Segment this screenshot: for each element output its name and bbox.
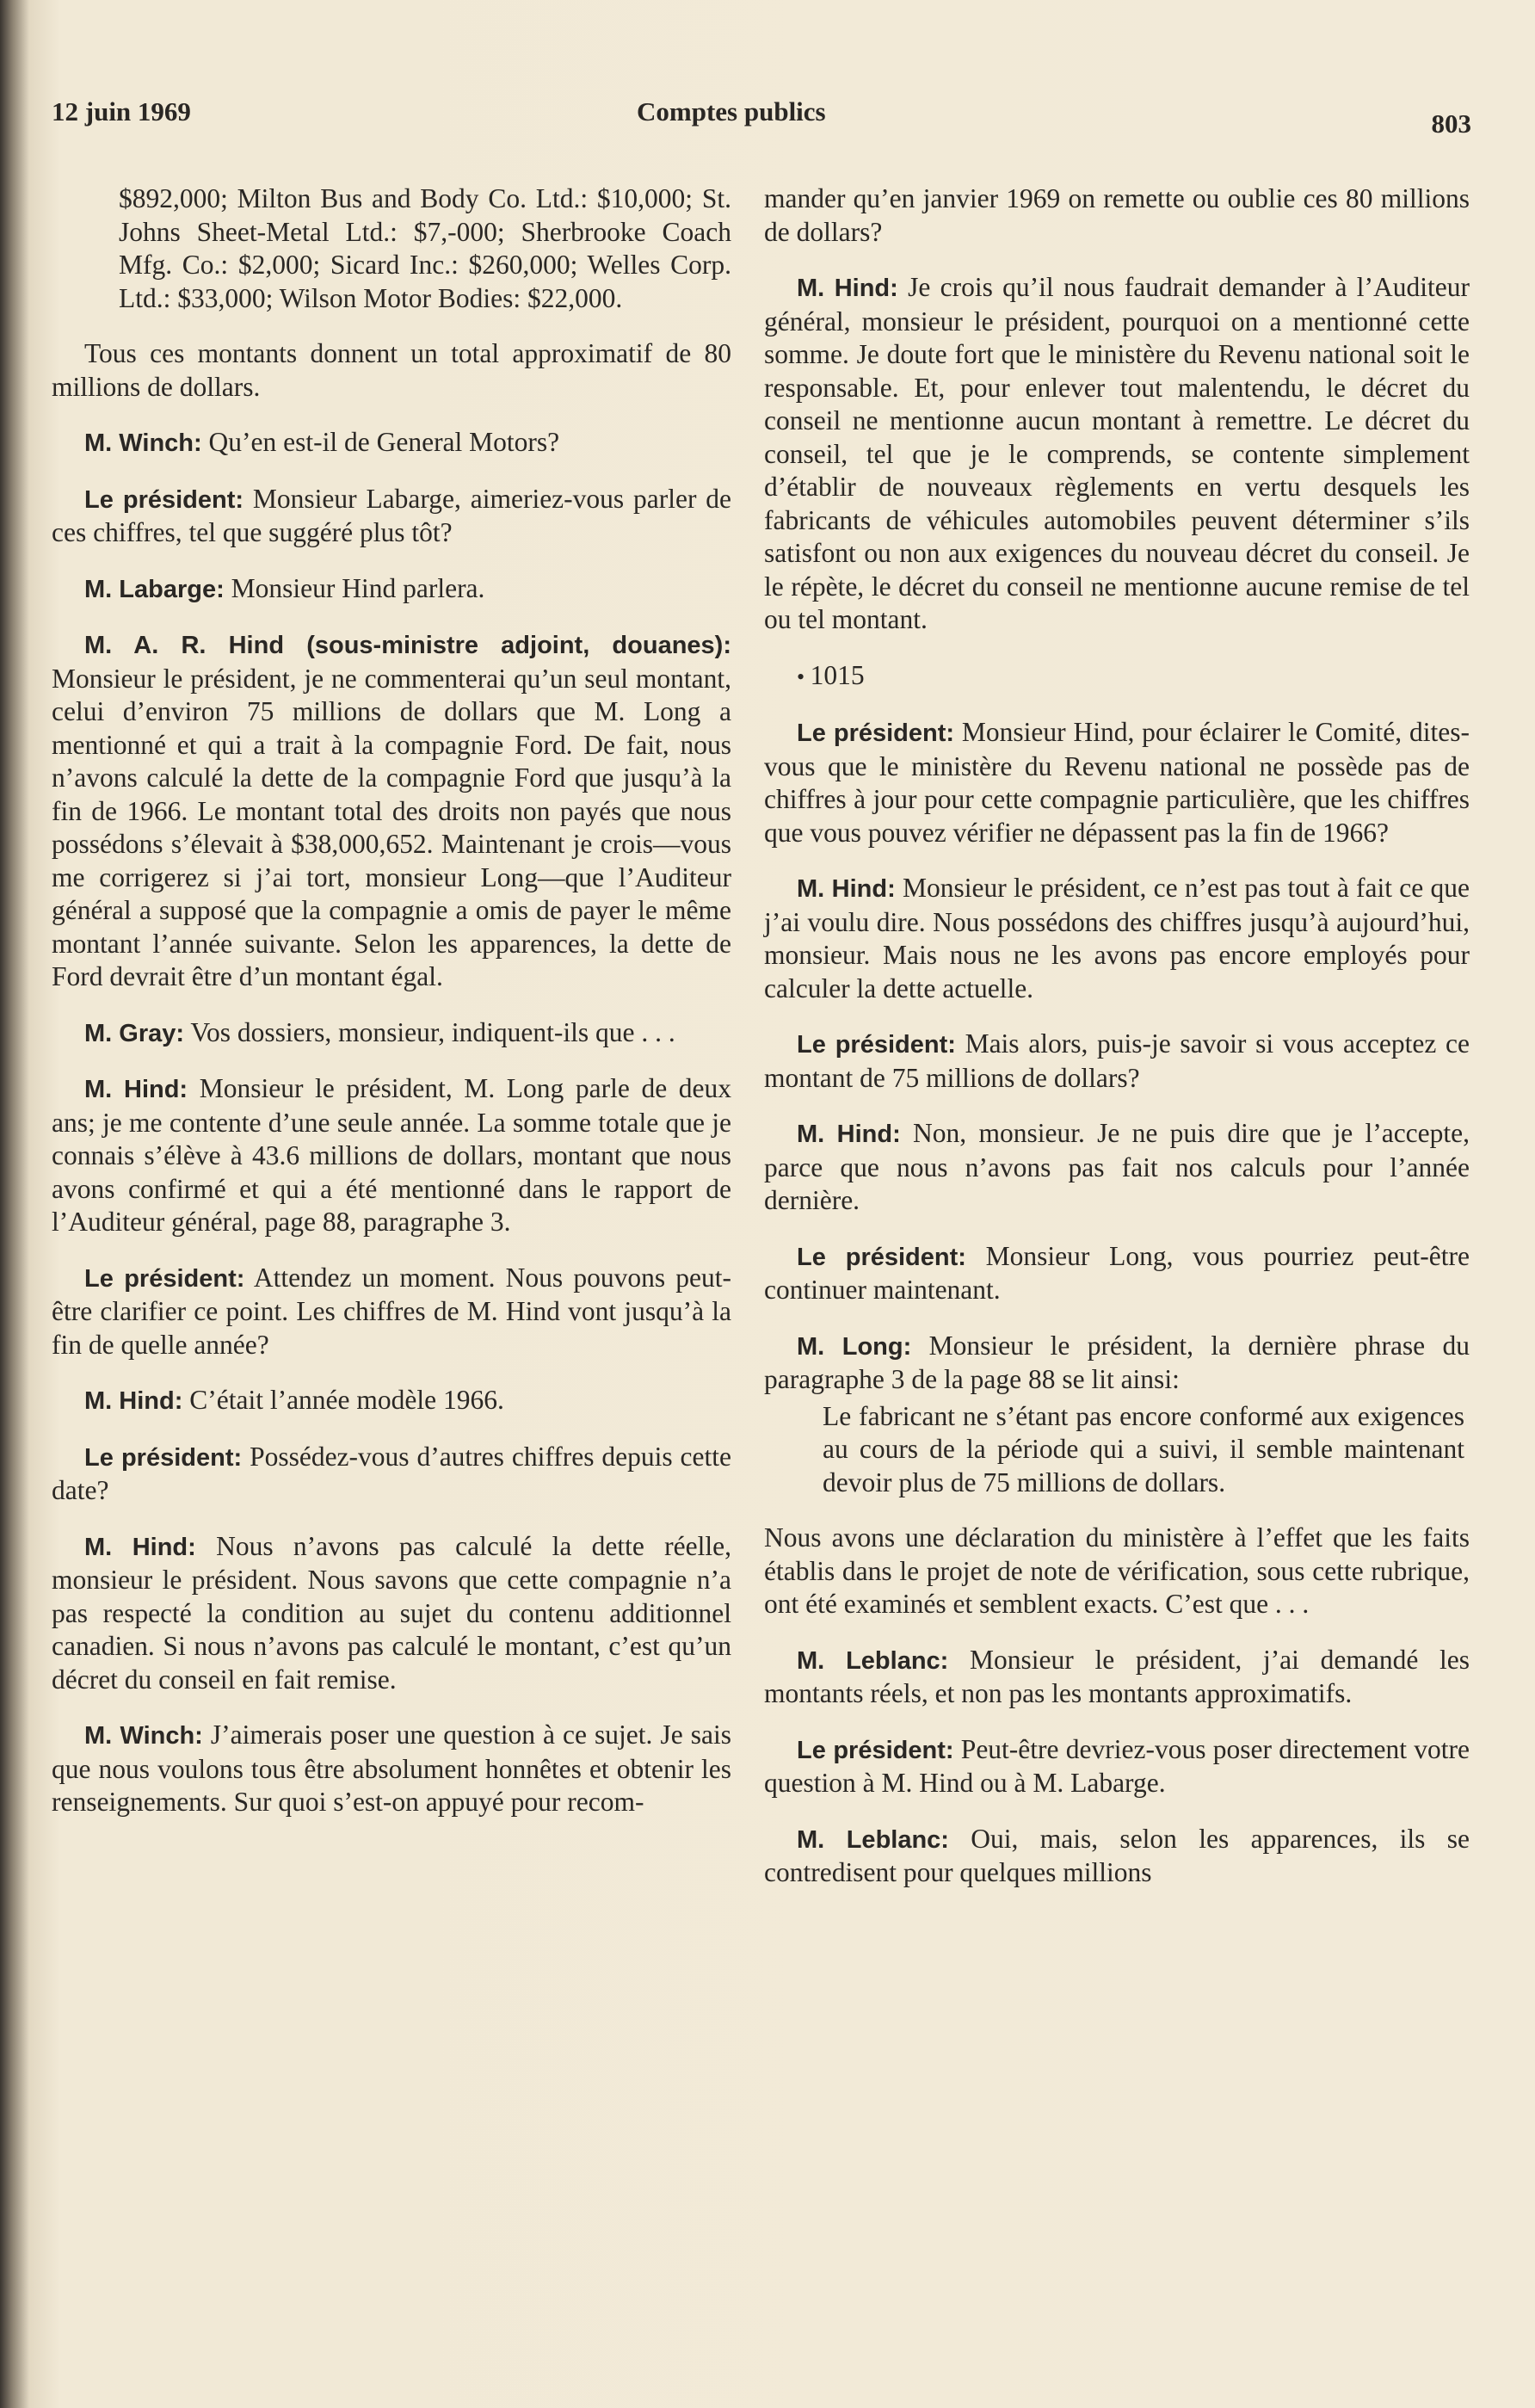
speech-text: Monsieur le président, la dernière phrase du paragraphe 3 de la page 88 se lit ainsi: <box>764 1330 1470 1394</box>
speech-paragraph <box>52 1441 731 1508</box>
speech-text: Monsieur Long, vous pourriez peut-être continuer maintenant. <box>764 1240 1470 1305</box>
speech-paragraph <box>764 1644 1470 1711</box>
block-quote: Le fabricant ne s’étant pas encore conformé aux exigences au cours de la période qui a suivi, il semble maintenant devoir plus de 75 millions de dollars. <box>823 1400 1464 1497</box>
speech-text: Non, monsieur. Je ne puis dire que je l’accepte, parce que nous n’avons pas fait nos calculs pour l’année dernière. <box>764 1118 1470 1215</box>
header-title: Comptes publics <box>637 96 826 127</box>
speech-text: Je crois qu’il nous faudrait demander à l’Auditeur général, monsieur le président, pourquoi on a mentionné cette somme. Je doute fort que le ministère du Revenu national soit le responsable. Et, pour enlever tout malentendu, le décret du conseil ne mentionne aucun montant à remettre. Le décret du conseil, tel que je le comprends, se contente simplement d’établir de nouveaux règlements en vertu desquels les fabricants de véhicules automobiles peuvent déterminer s’ils satisfont ou non aux exigences du nouveau décret du conseil. Je le répète, le décret du conseil ne mentionne aucune remise de tel ou tel montant. <box>764 272 1470 634</box>
speech-paragraph <box>52 1384 731 1418</box>
speech-paragraph <box>52 426 731 460</box>
text-paragraph: $892,000; Milton Bus and Body Co. Ltd.: $10,000; St. Johns Sheet-Metal Ltd.: $7,-000; Sherbrooke Coach Mfg. Co.: $2,000; Sicard Inc.: $260,000; Welles Corp. Ltd.: $33,000; Wilson Motor Bodies: $22,000. <box>119 183 731 313</box>
speech-paragraph <box>52 1262 731 1362</box>
speaker-name: Le président: <box>797 1031 956 1059</box>
speech-text: Qu’en est-il de General Motors? <box>201 427 560 457</box>
speaker-name: M. Hind: <box>84 1533 196 1561</box>
text-paragraph: mander qu’en janvier 1969 on remette ou oublie ces 80 millions de dollars? <box>764 183 1470 247</box>
speaker-name: M. A. R. Hind (sous-ministre adjoint, douanes): <box>84 632 731 659</box>
speech-text: Vos dossiers, monsieur, indiquent-ils que . . . <box>184 1016 675 1047</box>
time-marker-text: 1015 <box>810 659 865 690</box>
speaker-name: Le président: <box>797 1736 954 1764</box>
speech-paragraph <box>764 1240 1470 1307</box>
speaker-name: M. Hind: <box>84 1076 188 1103</box>
speaker-name: M. Winch: <box>84 429 202 457</box>
speech-text: Monsieur Hind, pour éclairer le Comité, dites-vous que le ministère du Revenu national ne possède pas de chiffres à jour pour cette compagnie particulière, que les chiffres que vous pouvez vérifier ne dépassent pas la fin de 1966? <box>764 717 1470 848</box>
speech-text: Nous n’avons pas calculé la dette réelle, monsieur le président. Nous savons que cette compagnie n’a pas respecté la condition au sujet du contenu additionnel canadien. Si nous n’avons pas calculé le montant, c’est qu’un décret du conseil en fait remise. <box>52 1530 731 1695</box>
right-column <box>764 182 1470 1912</box>
speaker-name: M. Hind: <box>797 1121 901 1148</box>
speaker-name: Le président: <box>797 719 955 747</box>
speaker-name: M. Hind: <box>797 275 898 302</box>
speech-paragraph <box>764 1028 1470 1095</box>
speaker-name: M. Gray: <box>84 1019 185 1047</box>
speech-paragraph <box>764 1733 1470 1800</box>
speech-text: Attendez un moment. Nous pouvons peut-être clarifier ce point. Les chiffres de M. Hind vont jusqu’à la fin de quelle année? <box>52 1262 731 1360</box>
speech-paragraph <box>52 1719 731 1819</box>
speaker-name: Le président: <box>797 1243 966 1271</box>
left-column <box>52 182 731 1842</box>
speaker-name: M. Leblanc: <box>797 1646 949 1675</box>
bullet-icon: • <box>797 664 811 689</box>
speech-paragraph <box>764 1330 1470 1397</box>
speech-text: Monsieur le président, j’ai demandé les montants réels, et non pas les montants approximatifs. <box>764 1644 1470 1708</box>
header-date: 12 juin 1969 <box>52 96 191 127</box>
speech-text: Monsieur le président, ce n’est pas tout à fait ce que j’ai voulu dire. Nous possédons des chiffres jusqu’à aujourd’hui, monsieur. Mais nous ne les avons pas encore employés pour calculer la dette actuelle. <box>764 873 1470 1003</box>
speaker-name: Le président: <box>84 485 244 514</box>
speech-paragraph <box>764 716 1470 849</box>
speech-paragraph <box>52 1016 731 1051</box>
speech-paragraph <box>52 1072 731 1239</box>
speaker-name: Le président: <box>84 1443 243 1472</box>
page-number: 803 <box>1431 108 1471 139</box>
speech-text: Peut-être devriez-vous poser directement votre question à M. Hind ou à M. Labarge. <box>764 1733 1470 1798</box>
speech-text: Mais alors, puis-je savoir si vous acceptez ce montant de 75 millions de dollars? <box>764 1028 1470 1093</box>
speech-text: Monsieur Hind parlera. <box>224 572 485 603</box>
speech-text: Possédez-vous d’autres chiffres depuis cette date? <box>52 1441 731 1505</box>
speech-text: Monsieur le président, je ne commenterai qu’un seul montant, celui d’environ 75 millions de dollars que M. Long a mentionné et qui a trait à la compagnie Ford. De fait, nous n’avons calculé la dette de la compagnie Ford que jusqu’à la fin de 1966. Le montant total des droits non payés que nous possédons s’élevait à $38,000,652. Maintenant je crois—vous me corrigerez si j’ai tort, monsieur Long—que l’Auditeur général a supposé que la compagnie a omis de payer le même montant l’année suivante. Selon les apparences, la dette de Ford devrait être d’un montant égal. <box>52 663 731 991</box>
speaker-name: M. Hind: <box>797 875 896 903</box>
speech-paragraph <box>52 1530 731 1697</box>
speech-paragraph <box>764 271 1470 637</box>
text-paragraph: Tous ces montants donnent un total approximatif de 80 millions de dollars. <box>52 338 731 402</box>
speaker-name: M. Labarge: <box>84 575 225 603</box>
speech-text: J’aimerais poser une question à ce sujet. Je sais que nous voulons tous être absolument honnêtes et obtenir les renseignements. Sur quoi s’est-on appuyé pour recom- <box>52 1720 731 1817</box>
speech-text: Monsieur le président, M. Long parle de deux ans; je me contente d’une seule année. La somme totale que je connais s’élève à 43.6 millions de dollars, montant que nous avons confirmé et qui a été mentionné dans le rapport de l’Auditeur général, page 88, paragraphe 3. <box>52 1073 732 1237</box>
speaker-name: M. Long: <box>797 1332 912 1361</box>
speech-text: Oui, mais, selon les apparences, ils se contredisent pour quelques millions <box>764 1823 1470 1887</box>
speech-paragraph <box>52 572 731 607</box>
speaker-name: M. Winch: <box>84 1722 203 1750</box>
time-marker <box>764 659 1470 695</box>
speech-text: Monsieur Labarge, aimeriez-vous parler de ces chiffres, tel que suggéré plus tôt? <box>52 483 731 547</box>
speech-paragraph <box>52 483 731 550</box>
speech-paragraph <box>764 1117 1470 1218</box>
speaker-name: M. Leblanc: <box>797 1825 949 1854</box>
speech-paragraph <box>764 872 1470 1005</box>
speaker-name: Le président: <box>84 1264 245 1293</box>
running-header <box>52 96 1471 148</box>
speech-paragraph <box>764 1823 1470 1890</box>
speaker-name: M. Hind: <box>84 1387 183 1415</box>
speech-paragraph <box>52 628 731 994</box>
text-paragraph: Nous avons une déclaration du ministère à l’effet que les faits établis dans le projet de note de vérification, sous cette rubrique, ont été examinés et semblent exacts. C’est que . . . <box>764 1522 1470 1619</box>
speech-text: C’était l’année modèle 1966. <box>182 1385 504 1415</box>
